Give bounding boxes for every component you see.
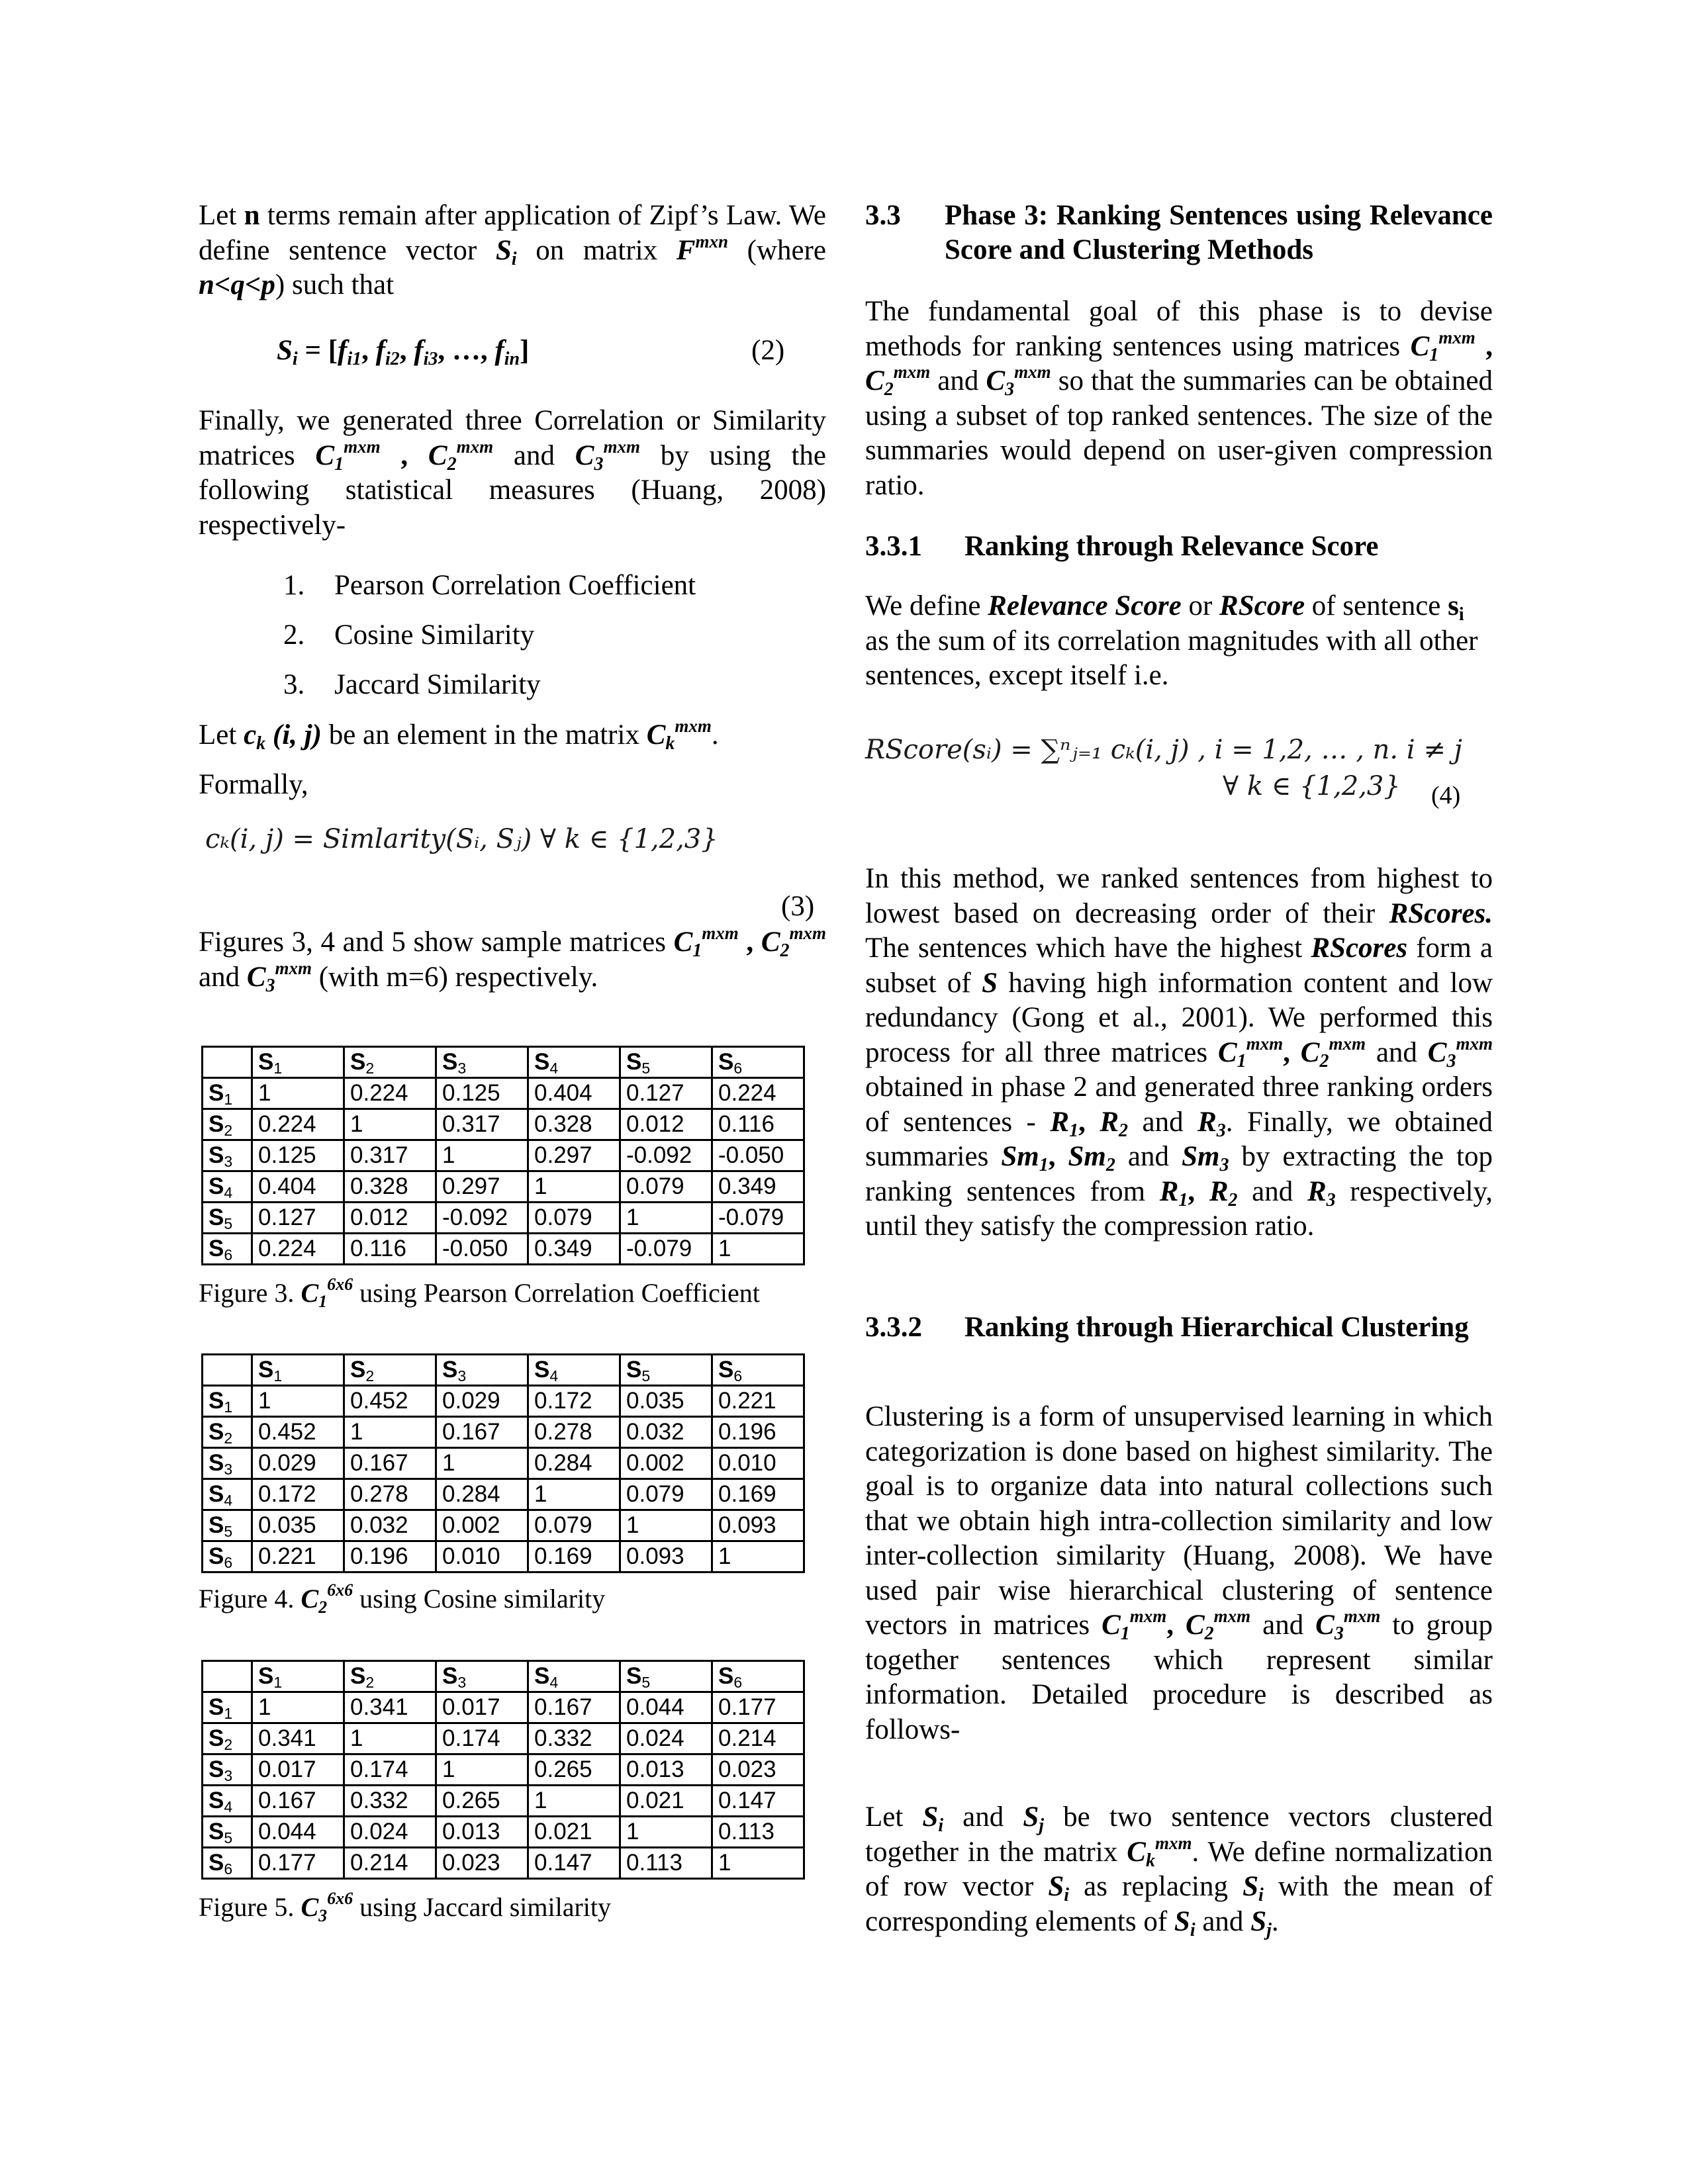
matrix-cell: 0.116 [344,1234,436,1265]
matrix-cell: 0.044 [252,1817,344,1848]
matrix-cell: 0.079 [528,1510,620,1541]
matrix-row-header: $S_3$ [203,1754,252,1786]
matrix-row-header: $S_2$ [203,1417,252,1448]
matrix-row [203,1541,804,1572]
matrix-column-header: $S_6$ [712,1661,804,1692]
matrix-cell: 0.017 [436,1692,528,1723]
matrix-cell: 0.297 [528,1140,620,1171]
matrix-cell: 0.127 [620,1078,712,1109]
matrix-cell: 0.224 [712,1078,804,1109]
matrix-header-row [203,1661,804,1692]
matrix-cell: 0.029 [252,1448,344,1479]
matrix-cell: 0.349 [712,1171,804,1203]
matrix-cell: 0.113 [712,1817,804,1848]
formally-label: Formally, [199,769,308,800]
paragraph-phase-goal: The fundamental goal of this phase is to devise methods for ranking sentences using matrices $C_1^{mxm}$ , $C_2^{mxm}$ and $C_3^{mxm}$ so that the summaries can be obtained using a subset of top ranked sentences. The size of the summaries would depend on user-given compression ratio. [865,296,1493,501]
matrix-cell: 0.284 [528,1448,620,1479]
matrix-header-row [203,1047,804,1078]
paragraph-ranking-method: In this method, we ranked sentences from highest to lowest based on decreasing order of their RScores. The sentences which have the highest RScores form a subset of S having high information content and low redundancy (Gong et al., 2001). We performed this process for all three matrices $C_1^{mxm}$, $C_2^{mxm}$ and $C_3^{mxm}$ obtained in phase 2 and generated three ranking orders of sentences - $R_1$, $R_2$ and $R_3$. Finally, we obtained summaries $Sm_1$, $Sm_2$ and $Sm_3$ by extracting the top ranking sentences from $R_1$, $R_2$ and $R_3$ respectively, until they satisfy the compression ratio. [865,863,1493,1242]
paragraph-sentence-vector: Let n terms remain after application of Zipf’s Law. We define sentence vector $S_i$ on matrix $F^{mxn}$ (where n<q<p) such that [199,200,827,300]
matrix-cell: 0.452 [252,1417,344,1448]
matrix-cell: 0.093 [712,1510,804,1541]
paragraph-clustering: Clustering is a form of unsupervised learning in which categorization is done based on highest similarity. The goal is to organize data into natural collections such that we obtain high intra-collection similarity and low inter-collection similarity (Huang, 2008). We have used pair wise hierarchical clustering of sentence vectors in matrices $C_1^{mxm}$, $C_2^{mxm}$ and $C_3^{mxm}$ to group together sentences which represent similar information. Detailed procedure is described as follows- [865,1401,1493,1745]
matrix-cell: 0.332 [528,1723,620,1754]
matrix-cell: 0.023 [436,1848,528,1879]
figure-5-caption: Figure 5. $C_3^{6x6}$ using Jaccard similarity [199,1889,612,1925]
matrix-row-header: $S_4$ [203,1171,252,1203]
matrix-cell: 0.317 [436,1109,528,1140]
figure-4-caption: Figure 4. $C_2^{6x6}$ using Cosine similarity [199,1580,606,1617]
matrix-cell: 0.174 [344,1754,436,1786]
matrix-cell: 0.010 [712,1448,804,1479]
matrix-row-header: $S_5$ [203,1817,252,1848]
matrix-cell: 0.284 [436,1479,528,1510]
matrix-row-header: $S_2$ [203,1109,252,1140]
matrix-cell: 0.127 [252,1203,344,1234]
matrix-cell: 0.021 [528,1817,620,1848]
matrix-cell: 0.167 [436,1417,528,1448]
matrix-cell: 0.024 [344,1817,436,1848]
matrix-row [203,1234,804,1265]
section-number: 3.3.1 [865,531,922,562]
matrix-cell: 1 [252,1078,344,1109]
matrix-cell: 0.167 [344,1448,436,1479]
matrix-cell: 0.169 [528,1541,620,1572]
n-symbol: n [244,200,260,231]
matrix-row-header: $S_1$ [203,1386,252,1417]
matrix-cell: 0.035 [252,1510,344,1541]
matrix-cell: 1 [620,1203,712,1234]
matrix-column-header: $S_6$ [712,1047,804,1078]
matrix-cell: 0.317 [344,1140,436,1171]
matrix-cell: 0.032 [344,1510,436,1541]
matrix-cell: 0.002 [436,1510,528,1541]
matrix-row [203,1848,804,1879]
matrix-column-header: $S_1$ [252,1355,344,1386]
matrix-cell: 0.125 [436,1078,528,1109]
matrix-cell: 0.278 [344,1479,436,1510]
matrix-cell: 0.221 [712,1386,804,1417]
matrix-corner-cell [203,1661,252,1692]
matrix-row [203,1479,804,1510]
paragraph-rscore-definition: We define Relevance Score or RScore of sentence $s_i$ as the sum of its correlation magnitudes with all other sentences, except itself i.e. [865,590,1478,691]
matrix-cell: 0.013 [436,1817,528,1848]
equation-4: RScore(sᵢ) = ∑ⁿⱼ₌₁ cₖ(i, j) , i = 1,2, … , n. i ≠ j [865,735,1462,765]
matrix-column-header: $S_3$ [436,1661,528,1692]
matrix-row [203,1723,804,1754]
matrix-corner-cell [203,1355,252,1386]
matrix-cell: 0.177 [252,1848,344,1879]
matrix-table-jaccard [201,1660,805,1880]
matrix-cell: 1 [528,1479,620,1510]
matrix-cell: 0.113 [620,1848,712,1879]
matrix-column-header: $S_5$ [620,1355,712,1386]
section-title: Ranking through Relevance Score [964,531,1379,562]
matrix-cell: 0.079 [620,1171,712,1203]
matrix-row [203,1786,804,1817]
matrix-cell: -0.079 [712,1203,804,1234]
matrix-cell: 0.332 [344,1786,436,1817]
figure-3-caption: Figure 3. $C_1^{6x6}$ using Pearson Correlation Coefficient [199,1275,760,1311]
matrix-cell: 1 [252,1692,344,1723]
matrix-cell: 0.224 [252,1109,344,1140]
matrix-cell: 0.167 [528,1692,620,1723]
matrix-cell: 0.125 [252,1140,344,1171]
matrix-header-row [203,1355,804,1386]
matrix-cell: 0.196 [344,1541,436,1572]
matrix-cell: 0.035 [620,1386,712,1417]
matrix-row-header: $S_2$ [203,1723,252,1754]
equation-4-quantifier: ∀ k ∈ {1,2,3} [1223,771,1401,801]
matrix-column-header: $S_4$ [528,1355,620,1386]
matrix-column-header: $S_1$ [252,1047,344,1078]
matrix-column-header: $S_2$ [344,1047,436,1078]
matrix-cell: 0.172 [252,1479,344,1510]
matrix-row [203,1203,804,1234]
matrix-cell: 0.079 [620,1479,712,1510]
matrix-cell: 0.093 [620,1541,712,1572]
equation-2: $S_i = [f_{i1}$, $f_{i2}$, $f_{i3}$, …, $f_{in}$] [277,335,530,369]
matrix-cell: 0.278 [528,1417,620,1448]
matrix-cell: 0.341 [252,1723,344,1754]
matrix-column-header: $S_5$ [620,1047,712,1078]
matrix-row [203,1171,804,1203]
matrix-cell: 0.021 [620,1786,712,1817]
matrix-cell: 0.196 [712,1417,804,1448]
matrix-cell: 0.079 [528,1203,620,1234]
matrix-cell: 0.328 [528,1109,620,1140]
matrix-cell: 1 [712,1848,804,1879]
matrix-cell: 1 [528,1786,620,1817]
matrix-row [203,1078,804,1109]
matrix-cell: 1 [436,1448,528,1479]
matrix-row-header: $S_6$ [203,1541,252,1572]
matrix-column-header: $S_3$ [436,1047,528,1078]
matrix-cell: 0.177 [712,1692,804,1723]
matrix-cell: 0.167 [252,1786,344,1817]
matrix-table-pearson [201,1046,805,1265]
matrix-row [203,1754,804,1786]
matrix-cell: 0.341 [344,1692,436,1723]
section-number: 3.3 [865,200,901,231]
matrix-cell: 1 [712,1541,804,1572]
matrix-row-header: $S_3$ [203,1448,252,1479]
matrix-column-header: $S_1$ [252,1661,344,1692]
matrix-cell: 0.404 [252,1171,344,1203]
matrix-row [203,1417,804,1448]
matrix-cell: 0.023 [712,1754,804,1786]
matrix-row-header: $S_5$ [203,1203,252,1234]
matrix-row [203,1140,804,1171]
matrix-cell: 0.010 [436,1541,528,1572]
matrix-column-header: $S_4$ [528,1661,620,1692]
matrix-cell: 1 [436,1140,528,1171]
matrix-cell: 0.265 [436,1786,528,1817]
matrix-cell: 0.116 [712,1109,804,1140]
matrix-cell: 0.012 [620,1109,712,1140]
matrix-cell: 0.002 [620,1448,712,1479]
paragraph-figures-intro: Figures 3, 4 and 5 show sample matrices $C_1^{mxm}$ , $C_2^{mxm}$ and $C_3^{mxm}$ (with m=6) respectively. [199,923,827,996]
matrix-cell: 0.349 [528,1234,620,1265]
matrix-row-header: $S_5$ [203,1510,252,1541]
matrix-cell: 0.224 [344,1078,436,1109]
paragraph-similarity-matrices: Finally, we generated three Correlation or Similarity matrices $C_1^{mxm}$ , $C_2^{mxm}$ and $C_3^{mxm}$ by using the following statistical measures (Huang, 2008) respectively- [199,405,826,541]
matrix-cell: 0.174 [436,1723,528,1754]
equation-number-4: (4) [1431,782,1461,809]
matrix-row-header: $S_6$ [203,1234,252,1265]
matrix-column-header: $S_2$ [344,1661,436,1692]
matrix-row-header: $S_3$ [203,1140,252,1171]
paragraph-normalization: Let $S_i$ and $S_j$ be two sentence vectors clustered together in the matrix $C_k^{mxm}$. We define normalization of row vector $S_i$ as replacing $S_i$ with the mean of corresponding elements of $S_i$ and $S_j$. [865,1801,1493,1940]
matrix-column-header: $S_4$ [528,1047,620,1078]
equation-number-3: (3) [781,891,815,922]
matrix-cell: 0.265 [528,1754,620,1786]
matrix-cell: 0.224 [252,1234,344,1265]
matrix-cell: 0.169 [712,1479,804,1510]
matrix-cell: 1 [620,1510,712,1541]
paragraph-element-definition: Let $c_k$ (i, j) be an element in the matrix $C_k^{mxm}$. [199,716,719,754]
section-title: Phase 3: Ranking Sentences using Relevance Score and Clustering Methods [945,200,1493,265]
matrix-cell: 0.032 [620,1417,712,1448]
matrix-row [203,1510,804,1541]
matrix-column-header: $S_6$ [712,1355,804,1386]
matrix-row [203,1448,804,1479]
matrix-cell: 0.012 [344,1203,436,1234]
matrix-cell: -0.092 [436,1203,528,1234]
matrix-column-header: $S_3$ [436,1355,528,1386]
matrix-row-header: $S_6$ [203,1848,252,1879]
matrix-cell: 1 [344,1723,436,1754]
equation-number-2: (2) [751,335,785,366]
matrix-table-cosine [201,1353,805,1573]
matrix-cell: 0.214 [712,1723,804,1754]
section-number: 3.3.2 [865,1312,922,1343]
matrix-row [203,1692,804,1723]
matrix-cell: 1 [620,1817,712,1848]
matrix-row [203,1386,804,1417]
matrix-cell: 1 [528,1171,620,1203]
matrix-cell: 0.452 [344,1386,436,1417]
matrix-cell: 0.044 [620,1692,712,1723]
matrix-cell: 0.172 [528,1386,620,1417]
matrix-cell: 0.328 [344,1171,436,1203]
matrix-cell: 1 [344,1109,436,1140]
matrix-row-header: $S_4$ [203,1479,252,1510]
matrix-cell: 0.017 [252,1754,344,1786]
matrix-cell: -0.092 [620,1140,712,1171]
matrix-cell: 0.221 [252,1541,344,1572]
matrix-cell: 0.013 [620,1754,712,1786]
matrix-cell: 0.029 [436,1386,528,1417]
matrix-cell: 0.404 [528,1078,620,1109]
matrix-cell: 0.214 [344,1848,436,1879]
matrix-cell: 0.024 [620,1723,712,1754]
matrix-cell: 1 [344,1417,436,1448]
matrix-row-header: $S_1$ [203,1078,252,1109]
matrix-column-header: $S_5$ [620,1661,712,1692]
matrix-cell: 0.297 [436,1171,528,1203]
matrix-corner-cell [203,1047,252,1078]
matrix-cell: -0.050 [436,1234,528,1265]
matrix-cell: 0.147 [528,1848,620,1879]
matrix-row-header: $S_1$ [203,1692,252,1723]
matrix-row [203,1109,804,1140]
matrix-cell: -0.079 [620,1234,712,1265]
matrix-cell: 1 [712,1234,804,1265]
equation-3: cₖ(i, j) = Simlarity(Sᵢ, Sⱼ) ∀ k ∈ {1,2,3} [205,824,718,854]
matrix-row [203,1817,804,1848]
matrix-cell: -0.050 [712,1140,804,1171]
matrix-column-header: $S_2$ [344,1355,436,1386]
matrix-row-header: $S_4$ [203,1786,252,1817]
section-title: Ranking through Hierarchical Clustering [964,1312,1469,1343]
matrix-cell: 1 [252,1386,344,1417]
matrix-cell: 1 [436,1754,528,1786]
matrix-cell: 0.147 [712,1786,804,1817]
